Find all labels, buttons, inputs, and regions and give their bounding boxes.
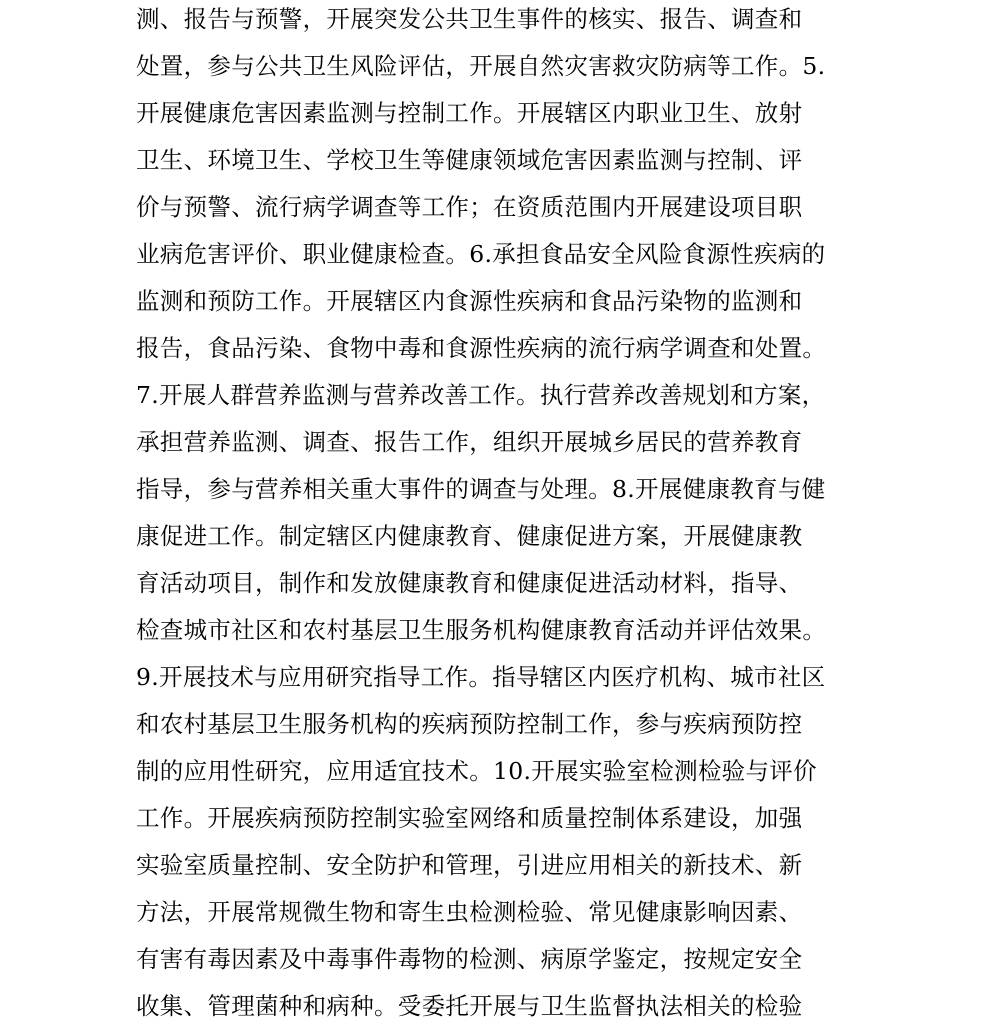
text-line-8: 报告，食品污染、食物中毒和食源性疾病的流行病学调查和处置。	[136, 334, 827, 362]
text-line-21: 有害有毒因素及中毒事件毒物的检测、病原学鉴定，按规定安全	[136, 945, 803, 973]
text-line-15: 9.开展技术与应用研究指导工作。指导辖区内医疗机构、城市社区	[136, 663, 826, 691]
text-line-9: 7.开展人群营养监测与营养改善工作。执行营养改善规划和方案，	[136, 381, 826, 409]
text-line-5: 价与预警、流行病学调查等工作；在资质范围内开展建设项目职	[136, 193, 803, 221]
text-line-18: 工作。开展疾病预防控制实验室网络和质量控制体系建设，加强	[136, 804, 803, 832]
text-line-12: 康促进工作。制定辖区内健康教育、健康促进方案，开展健康教	[136, 522, 803, 550]
text-line-10: 承担营养监测、调查、报告工作，组织开展城乡居民的营养教育	[136, 428, 803, 456]
text-line-19: 实验室质量控制、安全防护和管理，引进应用相关的新技术、新	[136, 851, 803, 879]
text-line-4: 卫生、环境卫生、学校卫生等健康领域危害因素监测与控制、评	[136, 146, 803, 174]
text-line-11: 指导，参与营养相关重大事件的调查与处理。8.开展健康教育与健	[136, 475, 826, 503]
text-line-6: 业病危害评价、职业健康检查。6.承担食品安全风险食源性疾病的	[136, 240, 826, 268]
text-line-2: 处置，参与公共卫生风险评估，开展自然灾害救灾防病等工作。5.	[136, 52, 826, 80]
text-line-3: 开展健康危害因素监测与控制工作。开展辖区内职业卫生、放射	[136, 99, 803, 127]
text-line-14: 检查城市社区和农村基层卫生服务机构健康教育活动并评估效果。	[136, 616, 827, 644]
text-line-20: 方法，开展常规微生物和寄生虫检测检验、常见健康影响因素、	[136, 898, 803, 926]
text-line-17: 制的应用性研究，应用适宜技术。10.开展实验室检测检验与评价	[136, 757, 817, 785]
text-line-1: 测、报告与预警，开展突发公共卫生事件的核实、报告、调查和	[136, 5, 803, 33]
text-line-16: 和农村基层卫生服务机构的疾病预防控制工作，参与疾病预防控	[136, 710, 803, 738]
text-line-7: 监测和预防工作。开展辖区内食源性疾病和食品污染物的监测和	[136, 287, 803, 315]
text-line-22: 收集、管理菌种和病种。受委托开展与卫生监督执法相关的检验	[136, 992, 803, 1020]
body-text	[136, 0, 996, 1030]
text-line-13: 育活动项目，制作和发放健康教育和健康促进活动材料，指导、	[136, 569, 803, 597]
